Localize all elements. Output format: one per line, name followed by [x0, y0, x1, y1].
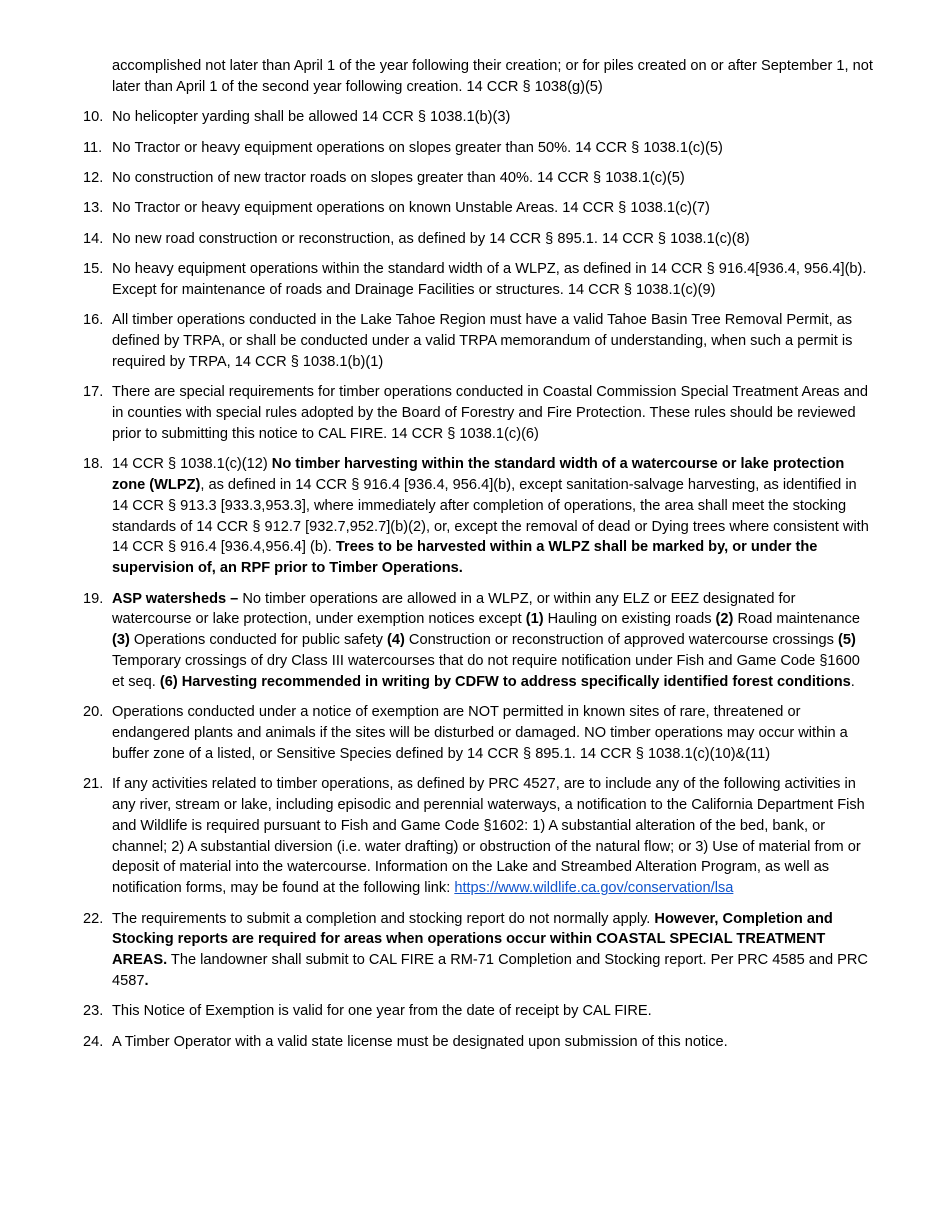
text-run: Construction or reconstruction of approved watercourse crossings — [404, 632, 839, 649]
item-number: 11. — [83, 139, 103, 156]
text-run: The requirements to submit a completion and stocking report do not normally apply. — [112, 910, 655, 927]
list-item-16 — [83, 310, 873, 372]
item-number: 10. — [83, 109, 104, 126]
item-number: 12. — [83, 169, 104, 186]
list-item-12 — [83, 168, 873, 189]
bold-text-run: (6) Harvesting recommended in writing by CDFW to address specifically identified forest conditions — [159, 673, 851, 690]
item-number: 21. — [83, 776, 104, 793]
bold-text-run: Trees to be harvested within a WLPZ shall be marked by, or under the supervision of, an RPF prior to Timber Operations. — [112, 539, 818, 577]
bold-text-run: (4) — [387, 632, 405, 649]
item-number: 17. — [83, 384, 104, 401]
item-text: All timber operations conducted in the Lake Tahoe Region must have a valid Tahoe Basin Tree Removal Permit, as defined by TRPA, or shall be conducted under a valid TRPA memorandum of understanding, when such a permit is required by TRPA, 14 CCR § 1038.1(b)(1) — [112, 312, 853, 370]
bold-text-run: (2) — [715, 611, 734, 628]
list-item-19 — [83, 589, 873, 693]
item-text — [112, 454, 873, 579]
item-text: This Notice of Exemption is valid for one year from the date of receipt by CAL FIRE. — [112, 1003, 652, 1020]
item-text: There are special requirements for timber operations conducted in Coastal Commission Special Treatment Areas and in counties with special rules adopted by the Board of Forestry and Fire Protection. These rules should be reviewed prior to submitting this notice to CAL FIRE. 14 CCR § 1038.1(c)(6) — [112, 384, 869, 442]
text-run: The landowner shall submit to CAL FIRE a RM-71 Completion and Stocking report. Per PRC 4585 and PRC 4587 — [112, 952, 868, 989]
text-run: 14 CCR § 1038.1(c)(12) — [112, 456, 272, 473]
list-item-24 — [83, 1032, 873, 1053]
list-item-continued — [83, 56, 873, 98]
list-item-10 — [83, 107, 873, 128]
list-item-11 — [83, 138, 873, 159]
text-run: Operations conducted for public safety — [129, 632, 388, 649]
bold-text-run: (5) — [838, 632, 856, 649]
item-text — [112, 774, 873, 899]
item-text: No construction of new tractor roads on slopes greater than 40%. 14 CCR § 1038.1(c)(5) — [112, 169, 685, 186]
bold-text-run: No timber harvesting within the standard width of a watercourse or lake protection zone (WLPZ) — [112, 456, 845, 494]
item-number: 20. — [83, 704, 104, 721]
bold-text-run: (3) — [112, 632, 130, 649]
item-text: No new road construction or reconstruction, as defined by 14 CCR § 895.1. 14 CCR § 1038.1(c)(8) — [112, 230, 750, 247]
list-item-15 — [83, 259, 873, 301]
item-number: 15. — [83, 261, 104, 278]
list-item-17 — [83, 382, 873, 444]
item-number: 16. — [83, 312, 104, 329]
text-run: Hauling on existing roads — [543, 611, 716, 628]
item-text: No heavy equipment operations within the standard width of a WLPZ, as defined in 14 CCR § 916.4[936.4, 956.4](b). Except for maintenance of roads and Drainage Facilities or structures. 14 CCR § 1038.1(c)(9) — [112, 261, 867, 298]
item-number: 22. — [83, 910, 104, 927]
list-item-21 — [83, 774, 873, 899]
text-run: Road maintenance — [733, 611, 860, 628]
list-item-23 — [83, 1001, 873, 1022]
lsa-program-link[interactable]: https://www.wildlife.ca.gov/conservation/lsa — [454, 880, 734, 897]
item-text — [112, 909, 873, 992]
item-number: 18. — [83, 456, 104, 473]
item-text: No helicopter yarding shall be allowed 14 CCR § 1038.1(b)(3) — [112, 109, 511, 126]
text-run: , as defined in 14 CCR § 916.4 [936.4, 956.4](b), except sanitation-salvage harvesting, as identified in 14 CCR § 913.3 [933.3,953.3], where immediately after completion of operations, the area shall meet the stocking standards of 14 CCR § 912.7 [932.7,952.7](b)(2), or, except the removal of dead or Dying trees where consistent with 14 CCR § 916.4 [936.4,956.4] (b). — [112, 477, 869, 556]
item-number: 23. — [83, 1003, 104, 1020]
text-run: Temporary crossings of dry Class III watercourses that do not require notification under Fish and Game Code §1600 et seq. — [112, 653, 860, 690]
item-number: 19. — [83, 590, 104, 607]
item-text: accomplished not later than April 1 of the year following their creation; or for piles created on or after September 1, not later than April 1 of the second year following creation. 14 CCR § 1038(g)(5) — [112, 58, 873, 95]
list-item-22 — [83, 909, 873, 992]
item-number: 24. — [83, 1033, 104, 1050]
text-run: No timber operations are allowed in a WLPZ, or within any ELZ or EEZ designated for watercourse or lake protection, under exemption notices except — [112, 590, 796, 628]
list-item-20 — [83, 702, 873, 764]
list-item-14 — [83, 229, 873, 250]
bold-text-run: (1) — [525, 611, 544, 628]
item-number: 13. — [83, 200, 104, 217]
item-text: No Tractor or heavy equipment operations on slopes greater than 50%. 14 CCR § 1038.1(c)(5) — [112, 139, 723, 156]
item-number: 14. — [83, 230, 104, 247]
text-run: If any activities related to timber operations, as defined by PRC 4527, are to include any of the following activities in any river, stream or lake, including episodic and perennial waterways, a notification to the California Department Fish and Wildlife is required pursuant to Fish and Game Code §1602: 1) A substantial alteration of the bed, bank, or channel; 2) A substantial diversion (i.e. water drafting) or obstruction of the natural flow; or 3) Use of material from or deposit of material into the watercourse. Information on the Lake and Streambed Alteration Program, as well as notification forms, may be found at the following link: — [112, 776, 865, 897]
list-item-18 — [83, 454, 873, 579]
item-text — [112, 589, 873, 693]
text-run: . — [850, 673, 855, 690]
list-item-13 — [83, 198, 873, 219]
bold-text-run: . — [144, 973, 149, 989]
bold-text-run: However, Completion and Stocking reports are required for areas when operations occur within COASTAL SPECIAL TREATMENT AREAS. — [112, 910, 833, 969]
item-text: No Tractor or heavy equipment operations on known Unstable Areas. 14 CCR § 1038.1(c)(7) — [112, 200, 710, 217]
bold-text-run: ASP watersheds – — [112, 590, 239, 607]
item-text: A Timber Operator with a valid state license must be designated upon submission of this notice. — [112, 1033, 728, 1050]
item-text: Operations conducted under a notice of exemption are NOT permitted in known sites of rare, threatened or endangered plants and animals if the sites will be disturbed or damaged. NO timber operations may occur within a buffer zone of a listed, or Sensitive Species defined by 14 CCR § 895.1. 14 CCR § 1038.1(c)(10)&(11) — [112, 704, 848, 762]
notice-conditions-list — [83, 56, 873, 1062]
